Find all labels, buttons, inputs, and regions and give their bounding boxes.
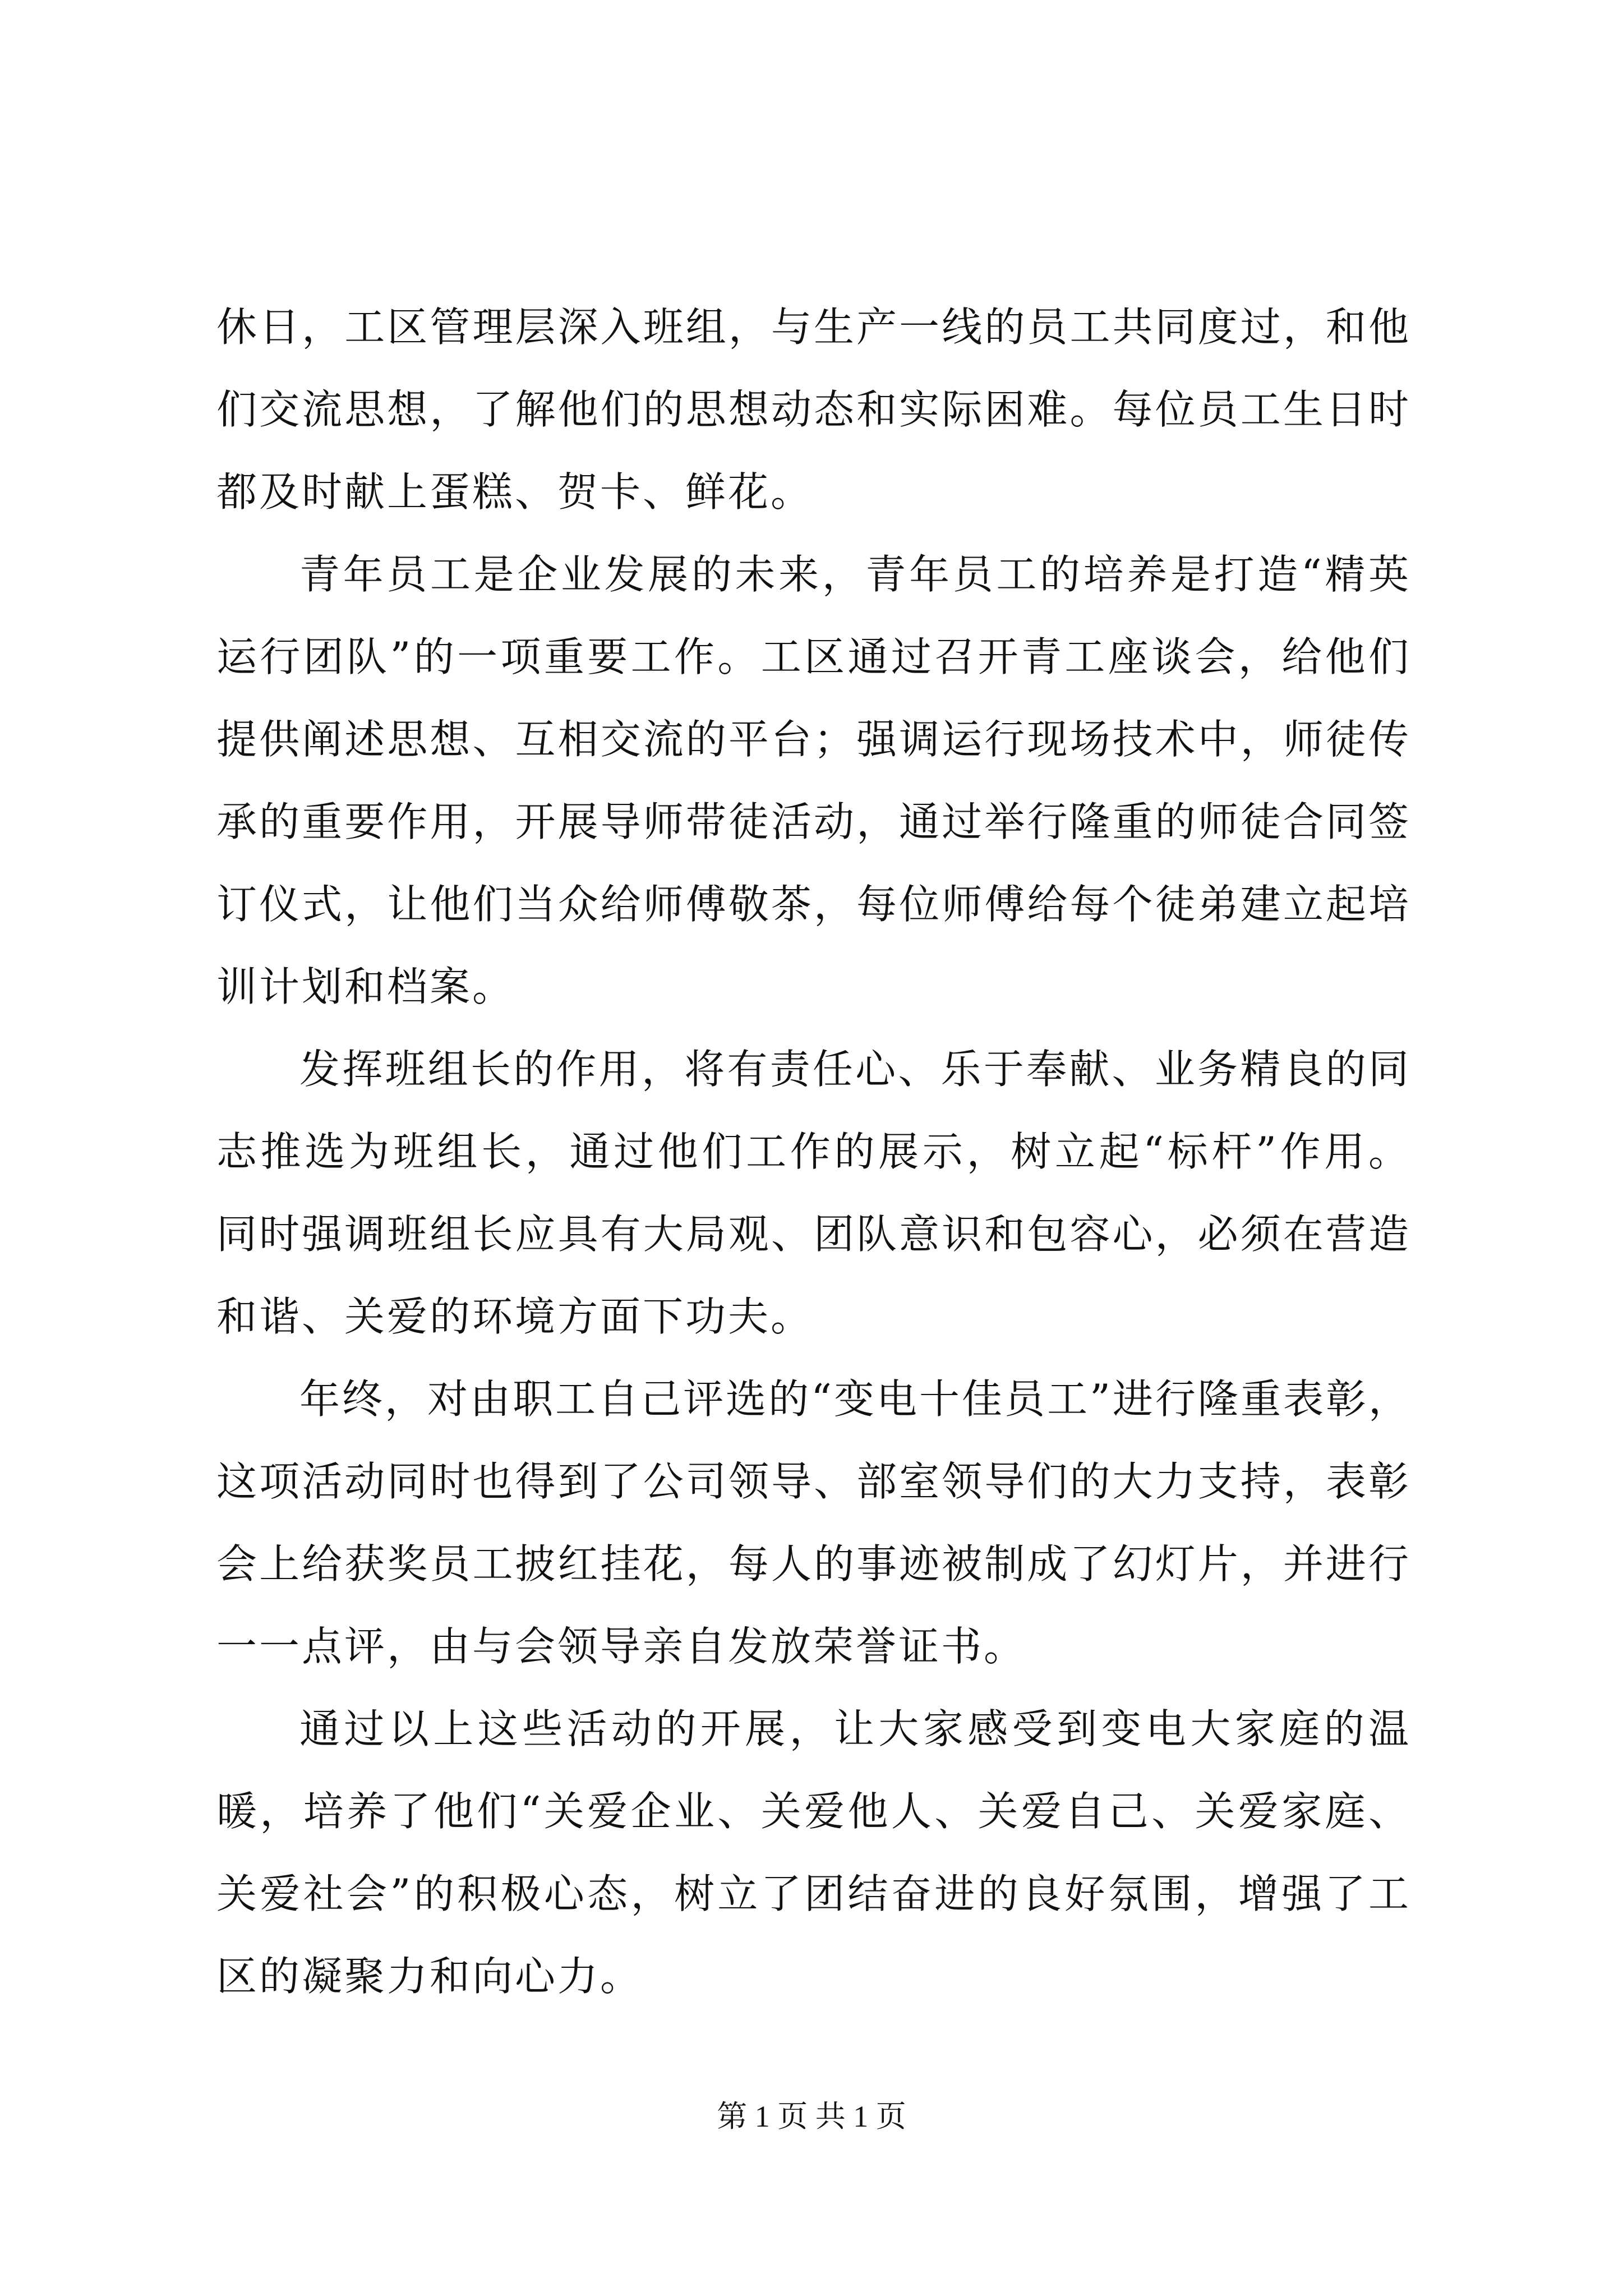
paragraph-2: 青年员工是企业发展的未来，青年员工的培养是打造“精英运行团队”的一项重要工作。工区通过召开青工座谈会，给他们提供阐述思想、互相交流的平台；强调运行现场技术中，师徒传承的重要作用，开展导师带徒活动，通过举行隆重的师徒合同签订仪式，让他们当众给师傅敬茶，每位师傅给每个徒弟建立起培训计划和档案。 [216,551,1411,1010]
document-body [216,286,1411,2018]
paragraph-5: 通过以上这些活动的开展，让大家感受到变电大家庭的温暖，培养了他们“关爱企业、关爱他人、关爱自己、关爱家庭、关爱社会”的积极心态，树立了团结奋进的良好氛围，增强了工区的凝聚力和向心力。 [216,1705,1411,2000]
page-footer: 第 1 页 共 1 页 [717,2100,906,2133]
paragraph-4: 年终，对由职工自己评选的“变电十佳员工”进行隆重表彰，这项活动同时也得到了公司领导、部室领导们的大力支持，表彰会上给获奖员工披红挂花，每人的事迹被制成了幻灯片，并进行一一点评，由与会领导亲自发放荣誉证书。 [216,1375,1411,1670]
paragraph-1: 休日，工区管理层深入班组，与生产一线的员工共同度过，和他们交流思想，了解他们的思想动态和实际困难。每位员工生日时都及时献上蛋糕、贺卡、鲜花。 [216,303,1411,516]
paragraph-3: 发挥班组长的作用，将有责任心、乐于奉献、业务精良的同志推选为班组长，通过他们工作的展示，树立起“标杆”作用。同时强调班组长应具有大局观、团队意识和包容心，必须在营造和谐、关爱的环境方面下功夫。 [216,1046,1411,1340]
